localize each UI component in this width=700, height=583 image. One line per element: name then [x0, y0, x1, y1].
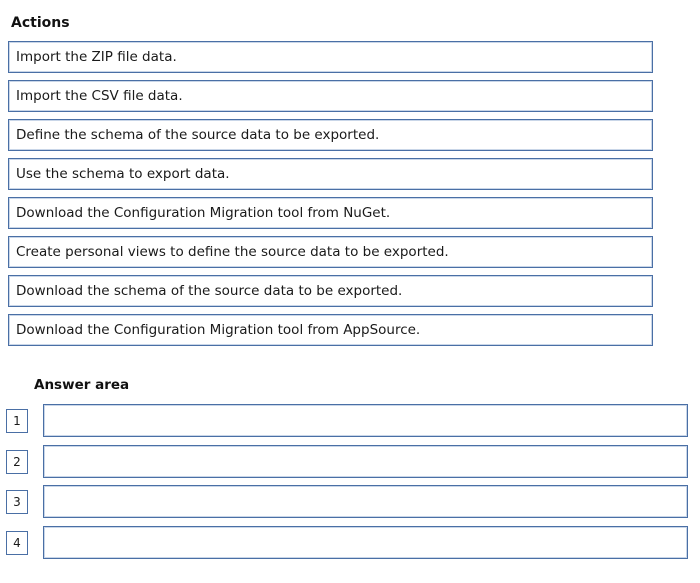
action-item-download-schema[interactable]: Download the schema of the source data to be exported. [8, 275, 653, 307]
action-item-use-schema-export[interactable]: Use the schema to export data. [8, 158, 653, 190]
answer-drop-slot-3[interactable] [43, 485, 688, 518]
action-item-define-schema[interactable]: Define the schema of the source data to be exported. [8, 119, 653, 151]
answer-drop-slot-2[interactable] [43, 445, 688, 478]
answer-row [6, 445, 692, 478]
answer-row [6, 526, 692, 559]
answer-drop-slot-4[interactable] [43, 526, 688, 559]
answer-slot-number: 3 [6, 490, 28, 514]
actions-list [8, 41, 653, 353]
action-item-download-tool-nuget[interactable]: Download the Configuration Migration tool from NuGet. [8, 197, 653, 229]
action-item-download-tool-appsource[interactable]: Download the Configuration Migration tool from AppSource. [8, 314, 653, 346]
answer-area-heading: Answer area [34, 377, 130, 393]
actions-heading: Actions [11, 15, 70, 31]
answer-slot-number: 2 [6, 450, 28, 474]
action-item-create-personal-views[interactable]: Create personal views to define the source data to be exported. [8, 236, 653, 268]
answer-area [6, 404, 692, 566]
answer-drop-slot-1[interactable] [43, 404, 688, 437]
action-item-import-zip[interactable]: Import the ZIP file data. [8, 41, 653, 73]
answer-row [6, 485, 692, 518]
action-item-import-csv[interactable]: Import the CSV file data. [8, 80, 653, 112]
answer-slot-number: 4 [6, 531, 28, 555]
answer-slot-number: 1 [6, 409, 28, 433]
answer-row [6, 404, 692, 437]
